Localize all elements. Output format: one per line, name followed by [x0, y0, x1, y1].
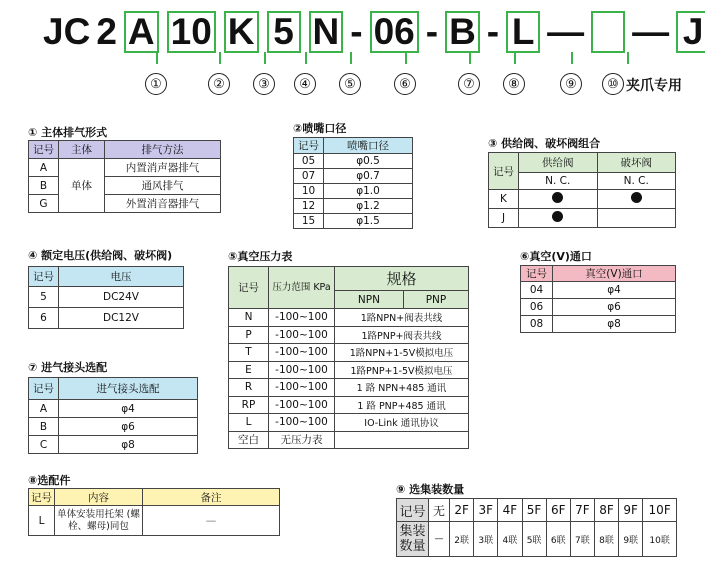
section-7-title: ⑦ 进气接头选配 [28, 361, 108, 374]
cell: 6F [546, 499, 570, 522]
callout-5: ⑤ [339, 73, 361, 95]
section-3-table [488, 152, 676, 228]
col-header: 记号 [294, 138, 324, 154]
callout-8: ⑧ [503, 73, 525, 95]
cell [335, 431, 469, 449]
code-segment-box: B [445, 11, 480, 53]
cell: 3联 [474, 522, 498, 557]
section-4-title: ④ 额定电压(供给阀、破坏阀) [28, 249, 173, 262]
code-segment-box: 06 [370, 11, 419, 53]
code-segment-box: 5 [267, 11, 301, 53]
cell: 4联 [498, 522, 522, 557]
cell: 5联 [522, 522, 546, 557]
code-segment-text: — [632, 11, 670, 52]
cell: 9联 [619, 522, 643, 557]
section-2-table [293, 137, 413, 229]
cell: — [143, 506, 280, 536]
cell: -100~100 [269, 379, 335, 397]
cell: 08 [521, 316, 553, 333]
cell: 4F [498, 499, 522, 522]
callout-10: ⑩ [602, 73, 624, 95]
cell: A [29, 159, 59, 177]
special-label: 夹爪专用 [626, 78, 682, 94]
section-9-title: ⑨ 选集装数量 [396, 483, 465, 496]
connector-line [571, 52, 573, 64]
sub-header: N. C. [597, 173, 676, 190]
col-header: 内容 [55, 489, 143, 506]
connector-line [514, 52, 516, 64]
cell: φ1.2 [324, 199, 413, 214]
cell: φ8 [59, 436, 198, 454]
row-header: 记号 [397, 499, 429, 522]
connector-line [219, 52, 221, 64]
cell: B [29, 177, 59, 195]
section-5-title: ⑤真空压力表 [228, 250, 293, 263]
callout-7: ⑦ [458, 73, 480, 95]
col-header: 真空(V)通口 [553, 266, 676, 282]
callout-2: ② [208, 73, 230, 95]
cell: 04 [521, 282, 553, 299]
connector-line [469, 52, 471, 64]
code-segment-text: — [547, 11, 585, 52]
cell: R [229, 379, 269, 397]
cell: E [229, 361, 269, 379]
cell: 9F [619, 499, 643, 522]
cell: 单体安装用托架 (螺栓、螺母)同包 [55, 506, 143, 536]
cell: J [489, 209, 519, 228]
cell: 1 路 PNP+485 通讯 [335, 396, 469, 414]
section-6-title: ⑥真空(V)通口 [520, 250, 592, 263]
cell: 空白 [229, 431, 269, 449]
connector-line [264, 52, 266, 64]
col-header: 记号 [229, 267, 269, 309]
filled-dot-icon [552, 211, 563, 222]
callout-1: ① [145, 73, 167, 95]
cell: -100~100 [269, 326, 335, 344]
cell: 10联 [643, 522, 677, 557]
cell: DC12V [59, 308, 184, 329]
code-segment-box: 10 [167, 11, 216, 53]
cell: φ1.0 [324, 184, 413, 199]
cell: 5F [522, 499, 546, 522]
cell: 10F [643, 499, 677, 522]
col-header: PNP [403, 291, 468, 309]
code-segment-text: JC [43, 11, 91, 52]
code-segment-text: - [425, 11, 439, 52]
connector-line [405, 52, 407, 64]
callout-6: ⑥ [394, 73, 416, 95]
cell: -100~100 [269, 414, 335, 432]
cell: 7F [570, 499, 594, 522]
cell: φ8 [553, 316, 676, 333]
connector-line [156, 52, 158, 64]
col-header: 规格 [335, 267, 469, 291]
cell: 内置消声器排气 [105, 159, 221, 177]
cell: 2F [450, 499, 474, 522]
cell: 05 [294, 154, 324, 169]
section-9-table [396, 498, 677, 557]
cell: 无 [429, 499, 450, 522]
cell: -100~100 [269, 396, 335, 414]
sub-header: N. C. [519, 173, 598, 190]
code-segment-box [591, 11, 625, 53]
col-header: 排气方法 [105, 141, 221, 159]
cell: φ0.7 [324, 169, 413, 184]
cell: -100~100 [269, 361, 335, 379]
cell: DC24V [59, 287, 184, 308]
col-header: 供给阀 [519, 153, 598, 173]
cell: G [29, 195, 59, 213]
col-header: 压力范围 KPa [269, 267, 335, 309]
code-segment-text: 2 [96, 11, 117, 52]
col-header: 备注 [143, 489, 280, 506]
cell: 10 [294, 184, 324, 199]
cell: RP [229, 396, 269, 414]
col-header: 进气接头选配 [59, 378, 198, 400]
cell: φ1.5 [324, 214, 413, 229]
filled-dot-icon [631, 192, 642, 203]
col-header: 记号 [29, 141, 59, 159]
cell: 7联 [570, 522, 594, 557]
cell: 5 [29, 287, 59, 308]
cell: 1路PNP+阀表共线 [335, 326, 469, 344]
code-segment-text: - [486, 11, 500, 52]
cell: 1路PNP+1-5V模拟电压 [335, 361, 469, 379]
cell: 单体 [59, 159, 105, 213]
col-header: 电压 [59, 267, 184, 287]
section-1-title: ① 主体排气形式 [28, 126, 108, 139]
cell: -100~100 [269, 344, 335, 362]
cell: 通风排气 [105, 177, 221, 195]
code-segment-box: K [224, 11, 259, 53]
cell: T [229, 344, 269, 362]
cell: N [229, 309, 269, 327]
cell: 无压力表 [269, 431, 335, 449]
code-segment-box: J [676, 11, 705, 53]
col-header: 喷嘴口径 [324, 138, 413, 154]
callout-9: ⑨ [560, 73, 582, 95]
cell: L [229, 414, 269, 432]
cell: 外置消音器排气 [105, 195, 221, 213]
section-8-title: ⑧选配件 [28, 474, 71, 487]
cell: 06 [521, 299, 553, 316]
section-2-title: ②喷嘴口径 [293, 122, 347, 135]
col-header: 记号 [29, 267, 59, 287]
cell: K [489, 190, 519, 209]
cell-dot [519, 190, 598, 209]
section-4-table [28, 266, 184, 329]
cell: 8F [594, 499, 618, 522]
cell-empty [597, 209, 676, 228]
cell: φ4 [553, 282, 676, 299]
col-header: 主体 [59, 141, 105, 159]
section-5-table [228, 266, 469, 449]
code-segment-text: - [350, 11, 363, 52]
cell: -100~100 [269, 309, 335, 327]
col-header: 记号 [521, 266, 553, 282]
connector-line [305, 52, 307, 64]
section-6-table [520, 265, 676, 333]
cell: φ6 [59, 418, 198, 436]
code-segment-box: N [309, 11, 344, 53]
cell: L [29, 506, 55, 536]
code-segment-box: A [124, 11, 159, 53]
col-header: 记号 [29, 489, 55, 506]
cell: 6联 [546, 522, 570, 557]
col-header: NPN [335, 291, 404, 309]
filled-dot-icon [552, 192, 563, 203]
cell: A [29, 400, 59, 418]
cell-dot [519, 209, 598, 228]
section-7-table [28, 377, 198, 454]
connector-line [627, 52, 629, 64]
col-header: 破坏阀 [597, 153, 676, 173]
section-8-table [28, 488, 280, 536]
cell: 8联 [594, 522, 618, 557]
cell: 15 [294, 214, 324, 229]
cell: — [429, 522, 450, 557]
cell: B [29, 418, 59, 436]
cell: 3F [474, 499, 498, 522]
cell: 1路NPN+阀表共线 [335, 309, 469, 327]
col-header: 记号 [489, 153, 519, 190]
cell: 1 路 NPN+485 通讯 [335, 379, 469, 397]
cell: 12 [294, 199, 324, 214]
col-header: 记号 [29, 378, 59, 400]
section-1-table [28, 140, 221, 213]
cell: φ0.5 [324, 154, 413, 169]
cell: C [29, 436, 59, 454]
cell: 07 [294, 169, 324, 184]
cell: IO-Link 通讯协议 [335, 414, 469, 432]
cell: 1路NPN+1-5V模拟电压 [335, 344, 469, 362]
cell-dot [597, 190, 676, 209]
cell: 2联 [450, 522, 474, 557]
cell: P [229, 326, 269, 344]
cell: φ4 [59, 400, 198, 418]
connector-line [350, 52, 352, 64]
model-code [40, 10, 705, 54]
callout-3: ③ [253, 73, 275, 95]
callout-4: ④ [294, 73, 316, 95]
section-3-title: ③ 供给阀、破坏阀组合 [488, 137, 601, 150]
code-segment-box: L [506, 11, 540, 53]
row-header: 集装数量 [397, 522, 429, 557]
cell: φ6 [553, 299, 676, 316]
cell: 6 [29, 308, 59, 329]
